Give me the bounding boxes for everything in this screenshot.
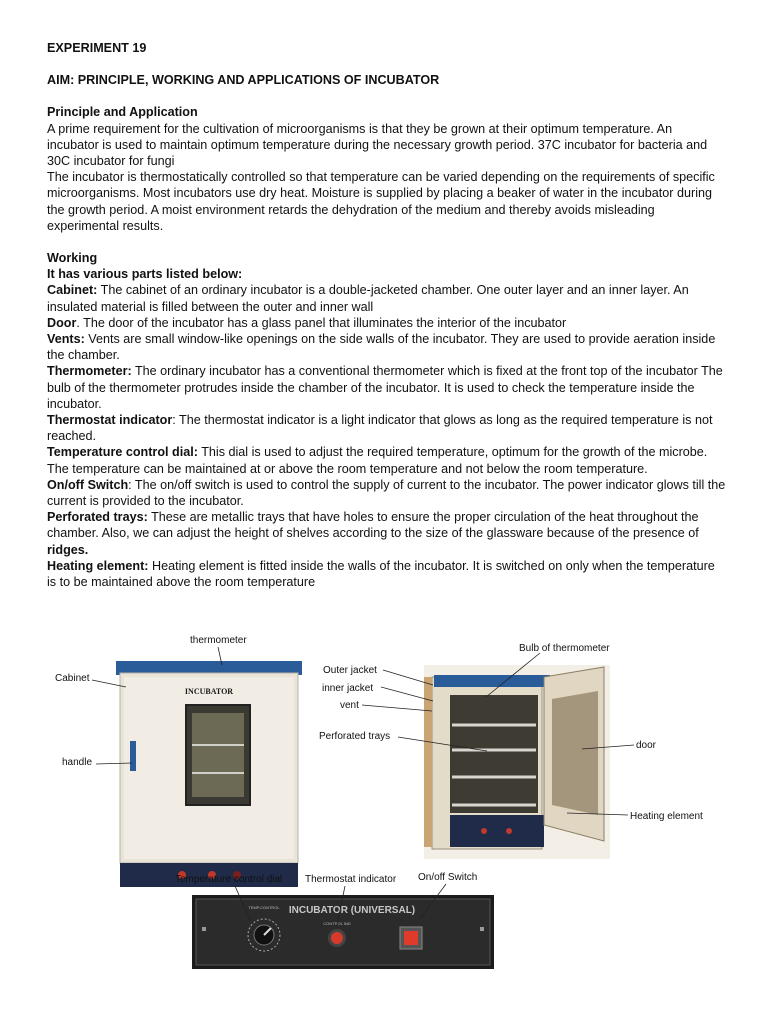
label-handle: handle: [62, 757, 93, 768]
label-door: door: [636, 740, 657, 751]
part-perforated-trays: Perforated trays: These are metallic trays that have holes to ensure the proper circulation of the heat throughout the chamber. Also, we can adjust the height of shelves according to the size of the glassware because of the presence of ridges.: [47, 510, 699, 557]
panel-nameplate: INCUBATOR (UNIVERSAL): [288, 905, 416, 916]
part-door: Door. The door of the incubator has a glass panel that illuminates the interior of the incubator: [47, 315, 567, 330]
label-perforated-trays: Perforated trays: [319, 731, 391, 742]
principle-paragraph-2: The incubator is thermostatically controlled so that temperature can be varied depending on the requirements of specific microorganisms. Most incubators use dry heat. Moisture is supplied by placing a beaker of water in the incubator during the growth period. A moist environment retards the dehydration of the medium and thereby avoids misleading experimental results.: [47, 170, 715, 233]
label-temperature-control-dial: Temperature control dial: [175, 874, 283, 885]
part-temperature-control-dial: Temperature control dial: This dial is used to adjust the required temperature, optimum for the growth of the microbe. The temperature can be maintained at or above the room temperature and not below the room temperature.: [47, 445, 708, 476]
label-heating-element: Heating element: [630, 811, 703, 822]
part-vents: Vents: Vents are small window-like openings on the side walls of the incubator. They are used to provide aeration inside the chamber.: [47, 332, 716, 363]
label-vent: vent: [340, 700, 359, 711]
panel-control-ind-text: CONTROL IND: [323, 921, 351, 926]
label-thermostat-indicator: Thermostat indicator: [305, 874, 397, 885]
label-inner-jacket: inner jacket: [322, 683, 374, 694]
leader-lines: [0, 625, 768, 1024]
part-thermometer: Thermometer: The ordinary incubator has a conventional thermometer which is fixed at the front top of the incubator The bulb of the thermometer protrudes inside the chamber of the incubator. It is used to check the temperature inside the incubator.: [47, 364, 723, 411]
incubator-nameplate: INCUBATOR: [184, 687, 234, 696]
part-heating-element: Heating element: Heating element is fitted inside the walls of the incubator. It is switched on only when the temperature is to be maintained above the room temperature: [47, 558, 715, 590]
principle-paragraph-1: A prime requirement for the cultivation of microorganisms is that they be grown at their optimum temperature. An incubator is used to maintain optimum temperature during the necessary growth period. 37C incubator for bacteria and 30C incubator for fungi: [47, 121, 708, 169]
label-outer-jacket: Outer jacket: [323, 665, 377, 676]
label-bulb-of-thermometer: Bulb of thermometer: [519, 643, 610, 654]
aim-heading: AIM: PRINCIPLE, WORKING AND APPLICATIONS OF INCUBATOR: [47, 73, 440, 88]
panel-temp-control-text: TEMP.CONTROL: [248, 905, 280, 910]
part-cabinet: Cabinet: The cabinet of an ordinary incubator is a double-jacketed chamber. One outer layer and an inner layer. An insulated material is filled between the outer and inner wall: [47, 283, 689, 314]
document-body: [47, 40, 727, 590]
label-thermometer: thermometer: [190, 635, 247, 646]
working-heading: Working: [47, 251, 98, 266]
principle-heading: Principle and Application: [47, 105, 198, 120]
document-title: EXPERIMENT 19: [47, 41, 147, 55]
incubator-figures: [0, 625, 768, 1024]
part-onoff-switch: On/off Switch: The on/off switch is used to control the supply of current to the incubator. The power indicator glows till the current is provided to the incubator.: [47, 477, 726, 509]
label-onoff-switch: On/off Switch: [418, 872, 478, 883]
part-thermostat-indicator: Thermostat indicator: The thermostat indicator is a light indicator that glows as long as the required temperature is not reached.: [47, 413, 713, 444]
label-cabinet: Cabinet: [55, 673, 90, 684]
working-subheading: It has various parts listed below:: [47, 267, 243, 282]
